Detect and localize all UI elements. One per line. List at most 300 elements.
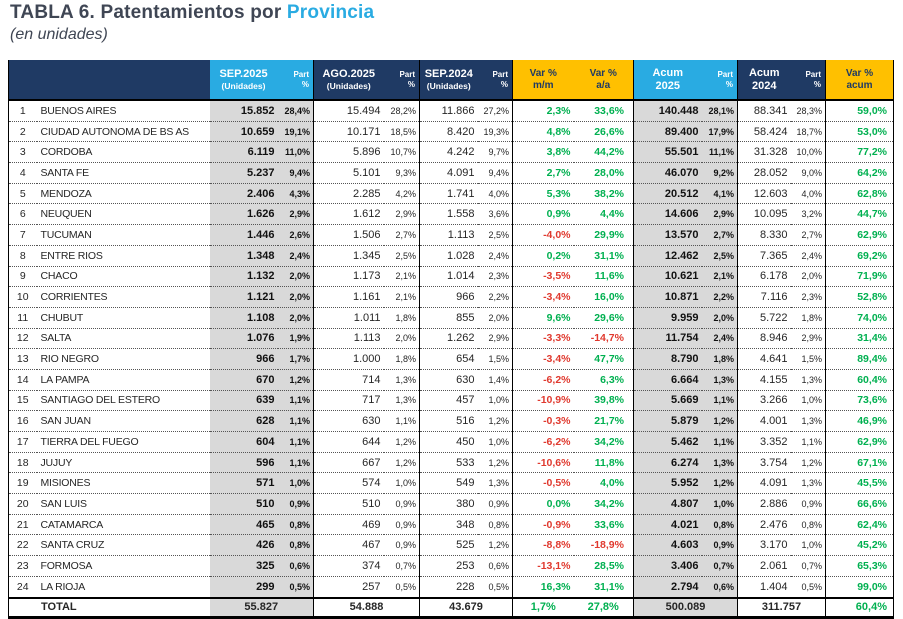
var-acum: 60,4%	[826, 369, 894, 390]
acum2025-value: 20.512	[634, 183, 702, 204]
var-acum: 73,6%	[826, 390, 894, 411]
var-aa: 4,4%	[574, 204, 634, 225]
var-acum: 53,0%	[826, 121, 894, 142]
ago2025-value: 574	[314, 473, 384, 494]
var-aa: 6,3%	[574, 369, 634, 390]
sep2025-part: 0,9%	[278, 494, 314, 515]
sep2025-part: 1,2%	[278, 369, 314, 390]
var-mm: -0,5%	[513, 473, 574, 494]
sep2024-part: 9,7%	[478, 142, 513, 163]
acum2024-value: 1.404	[738, 576, 791, 597]
var-mm: -6,2%	[513, 369, 574, 390]
province-name: ENTRE RIOS	[37, 245, 210, 266]
row-number: 1	[9, 100, 37, 121]
var-acum: 64,2%	[826, 163, 894, 184]
ago2025-part: 2,1%	[384, 287, 420, 308]
ago2025-value: 1.506	[314, 225, 384, 246]
sep2024-value: 630	[420, 369, 478, 390]
total-sep2025: 55.827	[210, 598, 314, 618]
part-pct: %	[301, 79, 309, 89]
var-acum: 59,0%	[826, 100, 894, 121]
sep2025-value: 1.108	[210, 307, 278, 328]
ago2025-part: 2,9%	[384, 204, 420, 225]
ago2025-value: 1.161	[314, 287, 384, 308]
acum2024-value: 31.328	[738, 142, 791, 163]
var-mm: -3,4%	[513, 287, 574, 308]
header-acum2024	[738, 60, 791, 100]
acum2024-part: 1,5%	[791, 349, 826, 370]
ago2025-part: 1,2%	[384, 452, 420, 473]
ago2025-value: 257	[314, 576, 384, 597]
sep2025-value: 5.237	[210, 163, 278, 184]
acum2024-part: 2,7%	[791, 225, 826, 246]
table-row	[9, 556, 894, 577]
sep2024-part: 1,0%	[478, 390, 513, 411]
ago2025-part: 1,3%	[384, 369, 420, 390]
acum2025-part: 2,2%	[702, 287, 738, 308]
header-acum2025	[634, 60, 702, 100]
ago2025-value: 1.011	[314, 307, 384, 328]
var-acum: 74,0%	[826, 307, 894, 328]
header-ago2025-label: AGO.2025	[322, 67, 376, 80]
acum2025-value: 11.754	[634, 328, 702, 349]
ago2025-part: 0,9%	[384, 514, 420, 535]
var-mm: 4,8%	[513, 121, 574, 142]
acum2025-part: 0,8%	[702, 514, 738, 535]
acum2025-part: 0,9%	[702, 535, 738, 556]
acum2025-value: 5.462	[634, 432, 702, 453]
acum2025-value: 6.274	[634, 452, 702, 473]
part-label: Part	[717, 69, 733, 79]
sep2024-value: 525	[420, 535, 478, 556]
table-row	[9, 100, 894, 121]
sep2025-part: 1,1%	[278, 411, 314, 432]
total-ago2025: 54.888	[314, 598, 420, 618]
header-var-aa	[574, 60, 634, 100]
sep2024-value: 1.113	[420, 225, 478, 246]
sep2024-part: 27,2%	[478, 100, 513, 121]
acum2024-value: 3.170	[738, 535, 791, 556]
header-part-ago2025	[384, 60, 420, 100]
acum2024-part: 0,8%	[791, 514, 826, 535]
var-mm: 5,3%	[513, 183, 574, 204]
acum2025-value: 55.501	[634, 142, 702, 163]
var-mm: 2,3%	[513, 100, 574, 121]
province-name: SAN LUIS	[37, 494, 210, 515]
acum2024-value: 3.754	[738, 452, 791, 473]
part-label: Part	[293, 69, 309, 79]
var-mm: -10,6%	[513, 452, 574, 473]
var-aa: 31,1%	[574, 245, 634, 266]
sep2024-value: 380	[420, 494, 478, 515]
var-aa: 4,0%	[574, 473, 634, 494]
row-number: 14	[9, 369, 37, 390]
var-mm: -13,1%	[513, 556, 574, 577]
row-number: 3	[9, 142, 37, 163]
sep2024-part: 2,2%	[478, 287, 513, 308]
sep2025-value: 1.132	[210, 266, 278, 287]
sep2025-part: 2,4%	[278, 245, 314, 266]
ago2025-value: 374	[314, 556, 384, 577]
acum2025-part: 2,7%	[702, 225, 738, 246]
row-number: 10	[9, 287, 37, 308]
sep2025-value: 1.348	[210, 245, 278, 266]
sep2025-value: 10.659	[210, 121, 278, 142]
sep2025-value: 966	[210, 349, 278, 370]
header-ago2025-units: (Unidades)	[326, 80, 371, 91]
ago2025-part: 2,7%	[384, 225, 420, 246]
ago2025-part: 1,2%	[384, 432, 420, 453]
province-name: MENDOZA	[37, 183, 210, 204]
sep2025-value: 426	[210, 535, 278, 556]
acum2025-value: 14.606	[634, 204, 702, 225]
ago2025-part: 1,8%	[384, 349, 420, 370]
sep2025-part: 2,0%	[278, 287, 314, 308]
ago2025-value: 1.113	[314, 328, 384, 349]
sep2024-part: 2,4%	[478, 245, 513, 266]
sep2025-value: 571	[210, 473, 278, 494]
province-name: CORRIENTES	[37, 287, 210, 308]
province-name: CHUBUT	[37, 307, 210, 328]
var-acum: 77,2%	[826, 142, 894, 163]
acum2024-part: 4,0%	[791, 183, 826, 204]
ago2025-part: 28,2%	[384, 100, 420, 121]
sep2024-value: 1.558	[420, 204, 478, 225]
sep2024-value: 348	[420, 514, 478, 535]
page-title-highlight: Provincia	[286, 2, 375, 23]
var-aa: 29,9%	[574, 225, 634, 246]
province-name: SAN JUAN	[37, 411, 210, 432]
var-label: Var %	[529, 67, 557, 79]
ago2025-part: 0,9%	[384, 494, 420, 515]
acum2025-value: 2.794	[634, 576, 702, 597]
var-aa: 38,2%	[574, 183, 634, 204]
province-name: MISIONES	[37, 473, 210, 494]
row-number: 15	[9, 390, 37, 411]
var-acum: 62,4%	[826, 514, 894, 535]
acum2025-part: 1,1%	[702, 390, 738, 411]
acum2025-part: 1,1%	[702, 432, 738, 453]
sep2024-value: 8.420	[420, 121, 478, 142]
sep2025-part: 1,1%	[278, 390, 314, 411]
var-mm: -6,2%	[513, 432, 574, 453]
var-aa: 28,5%	[574, 556, 634, 577]
acum-label: Acum	[748, 66, 780, 79]
table-row	[9, 163, 894, 184]
ago2025-value: 10.171	[314, 121, 384, 142]
total-var-acum: 60,4%	[826, 598, 894, 618]
sep2024-part: 0,5%	[478, 576, 513, 597]
table-row	[9, 432, 894, 453]
ago2025-value: 630	[314, 411, 384, 432]
acum2025-part: 9,2%	[702, 163, 738, 184]
sep2024-part: 2,3%	[478, 266, 513, 287]
var-period: acum	[846, 79, 873, 91]
acum2024-part: 0,5%	[791, 576, 826, 597]
row-number: 6	[9, 204, 37, 225]
acum2025-value: 3.406	[634, 556, 702, 577]
ago2025-value: 2.285	[314, 183, 384, 204]
sep2024-value: 4.091	[420, 163, 478, 184]
header-sep2025	[210, 60, 278, 100]
var-mm: 2,7%	[513, 163, 574, 184]
acum2025-part: 1,2%	[702, 411, 738, 432]
acum2025-value: 5.952	[634, 473, 702, 494]
row-number: 8	[9, 245, 37, 266]
var-mm: 9,6%	[513, 307, 574, 328]
row-number: 9	[9, 266, 37, 287]
row-number: 23	[9, 556, 37, 577]
var-acum: 66,6%	[826, 494, 894, 515]
var-aa: -14,7%	[574, 328, 634, 349]
sep2025-part: 0,6%	[278, 556, 314, 577]
ago2025-value: 1.345	[314, 245, 384, 266]
acum2025-part: 28,1%	[702, 100, 738, 121]
var-mm: -4,0%	[513, 225, 574, 246]
acum2024-value: 8.946	[738, 328, 791, 349]
acum2025-value: 140.448	[634, 100, 702, 121]
var-aa: 21,7%	[574, 411, 634, 432]
var-acum: 52,8%	[826, 287, 894, 308]
var-acum: 44,7%	[826, 204, 894, 225]
total-sep2024: 43.679	[420, 598, 513, 618]
acum2024-value: 28.052	[738, 163, 791, 184]
row-number: 21	[9, 514, 37, 535]
var-label: Var %	[845, 67, 874, 79]
table-row	[9, 514, 894, 535]
sep2025-part: 1,1%	[278, 432, 314, 453]
var-acum: 45,2%	[826, 535, 894, 556]
sep2025-part: 1,7%	[278, 349, 314, 370]
acum2025-value: 8.790	[634, 349, 702, 370]
ago2025-value: 717	[314, 390, 384, 411]
province-name: BUENOS AIRES	[37, 100, 210, 121]
sep2024-part: 0,9%	[478, 494, 513, 515]
acum2025-part: 1,3%	[702, 369, 738, 390]
sep2025-value: 604	[210, 432, 278, 453]
sep2025-part: 1,1%	[278, 452, 314, 473]
acum2024-part: 28,3%	[791, 100, 826, 121]
ago2025-part: 0,9%	[384, 535, 420, 556]
var-aa: 31,1%	[574, 576, 634, 597]
acum2025-value: 5.669	[634, 390, 702, 411]
acum2025-part: 1,2%	[702, 473, 738, 494]
table-row	[9, 266, 894, 287]
sep2025-value: 15.852	[210, 100, 278, 121]
table-row	[9, 183, 894, 204]
row-number: 16	[9, 411, 37, 432]
row-number: 24	[9, 576, 37, 597]
acum2024-value: 3.352	[738, 432, 791, 453]
ago2025-value: 1.173	[314, 266, 384, 287]
sep2024-part: 19,3%	[478, 121, 513, 142]
total-var-aa: 27,8%	[574, 598, 634, 618]
table-row	[9, 121, 894, 142]
acum2025-part: 17,9%	[702, 121, 738, 142]
total-acum2024: 311.757	[738, 598, 826, 618]
acum2024-value: 2.061	[738, 556, 791, 577]
var-aa: 29,6%	[574, 307, 634, 328]
acum2025-part: 1,8%	[702, 349, 738, 370]
acum2024-value: 3.266	[738, 390, 791, 411]
var-mm: -0,3%	[513, 411, 574, 432]
header-row	[9, 60, 894, 100]
sep2024-value: 533	[420, 452, 478, 473]
province-name: FORMOSA	[37, 556, 210, 577]
header-var-acum	[826, 60, 894, 100]
table-row	[9, 328, 894, 349]
acum2024-value: 4.155	[738, 369, 791, 390]
sep2024-part: 1,3%	[478, 473, 513, 494]
sep2024-part: 3,6%	[478, 204, 513, 225]
sep2025-part: 2,9%	[278, 204, 314, 225]
var-acum: 89,4%	[826, 349, 894, 370]
acum2025-value: 46.070	[634, 163, 702, 184]
acum2025-part: 0,6%	[702, 576, 738, 597]
ago2025-value: 467	[314, 535, 384, 556]
province-name: JUJUY	[37, 452, 210, 473]
sep2024-value: 966	[420, 287, 478, 308]
total-row	[9, 598, 894, 618]
acum2024-value: 6.178	[738, 266, 791, 287]
sep2025-value: 1.121	[210, 287, 278, 308]
header-part-sep2024	[478, 60, 513, 100]
acum2025-value: 10.871	[634, 287, 702, 308]
ago2025-value: 1.612	[314, 204, 384, 225]
acum2024-part: 1,3%	[791, 411, 826, 432]
var-aa: 33,6%	[574, 514, 634, 535]
var-mm: 0,2%	[513, 245, 574, 266]
table-row	[9, 369, 894, 390]
table-row	[9, 245, 894, 266]
total-var-mm: 1,7%	[513, 598, 574, 618]
ago2025-part: 1,3%	[384, 390, 420, 411]
acum2024-value: 2.886	[738, 494, 791, 515]
acum2024-value: 2.476	[738, 514, 791, 535]
acum2024-value: 7.116	[738, 287, 791, 308]
acum2024-value: 4.641	[738, 349, 791, 370]
acum2024-part: 1,3%	[791, 473, 826, 494]
sep2024-part: 2,0%	[478, 307, 513, 328]
ago2025-part: 0,7%	[384, 556, 420, 577]
table-row	[9, 411, 894, 432]
var-label: Var %	[589, 67, 617, 79]
row-number: 22	[9, 535, 37, 556]
provinces-table	[8, 60, 894, 619]
sep2024-value: 654	[420, 349, 478, 370]
var-aa: 33,6%	[574, 100, 634, 121]
table-row	[9, 535, 894, 556]
sep2025-part: 2,0%	[278, 307, 314, 328]
province-name: TIERRA DEL FUEGO	[37, 432, 210, 453]
header-var-mm	[513, 60, 574, 100]
row-number: 5	[9, 183, 37, 204]
sep2025-part: 9,4%	[278, 163, 314, 184]
sep2025-part: 28,4%	[278, 100, 314, 121]
var-mm: 0,0%	[513, 494, 574, 515]
var-aa: 44,2%	[574, 142, 634, 163]
ago2025-value: 667	[314, 452, 384, 473]
part-pct: %	[725, 79, 733, 89]
part-label: Part	[805, 69, 821, 79]
table-row	[9, 494, 894, 515]
acum2025-part: 11,1%	[702, 142, 738, 163]
province-name: SANTA FE	[37, 163, 210, 184]
sep2024-part: 1,5%	[478, 349, 513, 370]
sep2025-value: 1.626	[210, 204, 278, 225]
acum2024-value: 4.091	[738, 473, 791, 494]
header-part-acum2025	[702, 60, 738, 100]
acum2025-value: 9.959	[634, 307, 702, 328]
ago2025-part: 4,2%	[384, 183, 420, 204]
var-period: a/a	[596, 79, 611, 91]
ago2025-part: 18,5%	[384, 121, 420, 142]
ago2025-value: 510	[314, 494, 384, 515]
header-sep2025-units: (Unidades)	[221, 80, 266, 91]
sep2025-part: 1,0%	[278, 473, 314, 494]
row-number: 20	[9, 494, 37, 515]
sep2024-part: 2,5%	[478, 225, 513, 246]
ago2025-value: 5.896	[314, 142, 384, 163]
sep2024-value: 450	[420, 432, 478, 453]
sep2024-value: 11.866	[420, 100, 478, 121]
sep2025-value: 628	[210, 411, 278, 432]
acum2025-value: 13.570	[634, 225, 702, 246]
province-name: CHACO	[37, 266, 210, 287]
var-period: m/m	[532, 79, 554, 91]
row-number: 4	[9, 163, 37, 184]
var-acum: 46,9%	[826, 411, 894, 432]
acum2024-part: 3,2%	[791, 204, 826, 225]
acum2024-value: 5.722	[738, 307, 791, 328]
province-name: SANTIAGO DEL ESTERO	[37, 390, 210, 411]
acum2024-part: 2,9%	[791, 328, 826, 349]
table-row	[9, 287, 894, 308]
acum2025-value: 4.021	[634, 514, 702, 535]
row-number: 11	[9, 307, 37, 328]
sep2025-part: 19,1%	[278, 121, 314, 142]
province-name: NEUQUEN	[37, 204, 210, 225]
var-aa: 28,0%	[574, 163, 634, 184]
acum2024-part: 2,4%	[791, 245, 826, 266]
province-name: LA RIOJA	[37, 576, 210, 597]
var-acum: 62,9%	[826, 225, 894, 246]
title-block	[10, 2, 374, 44]
var-mm: -3,5%	[513, 266, 574, 287]
var-mm: -10,9%	[513, 390, 574, 411]
acum2024-part: 1,0%	[791, 535, 826, 556]
table-row	[9, 225, 894, 246]
var-mm: -3,4%	[513, 349, 574, 370]
acum2024-value: 4.001	[738, 411, 791, 432]
sep2024-part: 4,0%	[478, 183, 513, 204]
acum2025-value: 5.879	[634, 411, 702, 432]
acum-year: 2024	[752, 79, 777, 92]
province-name: CORDOBA	[37, 142, 210, 163]
ago2025-part: 2,5%	[384, 245, 420, 266]
row-number: 17	[9, 432, 37, 453]
row-number: 12	[9, 328, 37, 349]
acum2024-value: 7.365	[738, 245, 791, 266]
acum2024-part: 1,1%	[791, 432, 826, 453]
row-number: 7	[9, 225, 37, 246]
acum2024-part: 0,7%	[791, 556, 826, 577]
acum2024-part: 2,3%	[791, 287, 826, 308]
acum2025-part: 2,4%	[702, 328, 738, 349]
part-label: Part	[492, 69, 508, 79]
header-part-acum2024	[791, 60, 826, 100]
sep2025-value: 465	[210, 514, 278, 535]
